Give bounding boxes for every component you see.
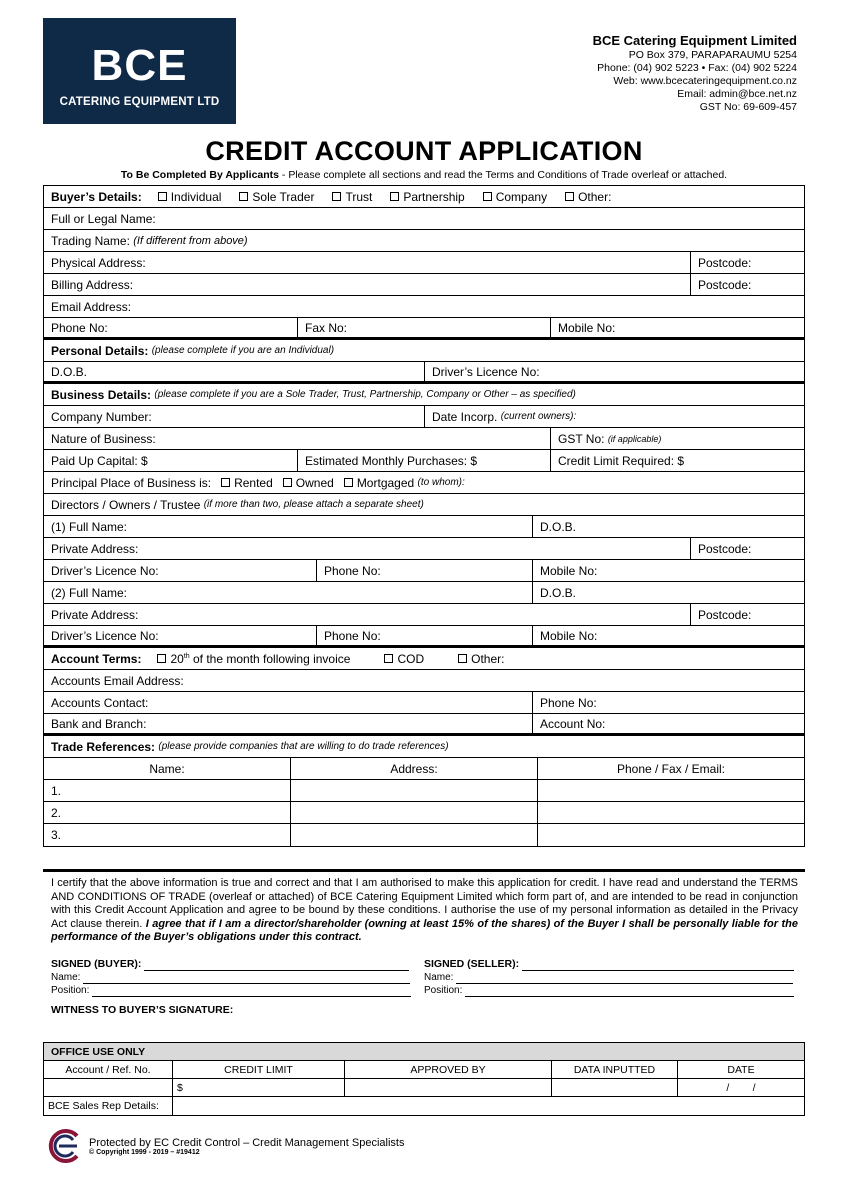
sole-trader-label: Sole Trader [252, 189, 315, 204]
accounts-email-row[interactable] [44, 670, 804, 692]
logo-subtext: CATERING EQUIPMENT LTD [59, 96, 220, 108]
buyer-type-cell [44, 186, 804, 207]
terms-other-checkbox[interactable] [458, 654, 467, 663]
trade-ref-1-address[interactable] [291, 780, 538, 801]
gst-field[interactable] [551, 428, 804, 449]
director2-address-field[interactable]: Private Address: [44, 604, 691, 625]
rented-label: Rented [234, 475, 273, 490]
office-col-inputted: DATA INPUTTED [552, 1061, 678, 1078]
director1-mobile-field[interactable]: Mobile No: [540, 563, 598, 578]
physical-postcode-field[interactable]: Postcode: [698, 255, 752, 270]
buyer-name-line[interactable] [83, 974, 410, 984]
personal-dob-field[interactable]: D.O.B. [44, 362, 425, 381]
director1-licence-field[interactable]: Driver’s Licence No: [44, 560, 317, 581]
date-incorp-label: Date Incorp. [432, 409, 498, 424]
office-credit-cell[interactable]: $ [173, 1079, 345, 1096]
billing-address-row [44, 274, 804, 296]
trust-checkbox[interactable] [332, 192, 341, 201]
directors-header-cell [44, 494, 804, 515]
billing-postcode-field[interactable]: Postcode: [698, 277, 752, 292]
director1-dob-field[interactable]: D.O.B. [540, 519, 577, 534]
trade-ref-3-address[interactable] [291, 824, 538, 846]
email-row[interactable] [44, 296, 804, 318]
trade-col-contact: Phone / Fax / Email: [616, 761, 726, 776]
trade-ref-3-contact[interactable] [538, 824, 804, 846]
director2-phone-field[interactable]: Phone No: [317, 626, 533, 645]
accounts-email-field[interactable]: Accounts Email Address: [51, 673, 184, 688]
account-terms-cell [44, 648, 804, 669]
trade-col-name: Name: [44, 758, 291, 779]
footer-line-1: Protected by EC Credit Control – Credit Management Specialists [89, 1136, 405, 1149]
to-whom-note: (to whom): [417, 477, 465, 488]
date-incorp-field[interactable] [425, 406, 804, 427]
date-incorp-note: (current owners): [500, 411, 577, 422]
nature-row [44, 428, 804, 450]
certification-bold: I agree that if I am a director/shareholder (owning at least 15% of the shares) of the Buyer I shall be personally liable for the performance of the Buyer’s obligations under this contract. [51, 917, 798, 943]
office-col-credit: CREDIT LIMIT [173, 1061, 345, 1078]
director1-name-field[interactable]: (1) Full Name: [44, 516, 533, 537]
terms-other-label: Other: [471, 651, 505, 666]
other-checkbox[interactable] [565, 192, 574, 201]
gst-label: GST No: [558, 431, 605, 446]
office-col-account: Account / Ref. No. [44, 1061, 173, 1078]
monthly-purchases-field[interactable]: Estimated Monthly Purchases: $ [298, 450, 551, 471]
credit-limit-field[interactable]: Credit Limit Required: $ [558, 453, 685, 468]
office-date-cell[interactable]: / / [726, 1081, 756, 1094]
account-terms-label: Account Terms: [51, 651, 142, 666]
personal-details-header [44, 340, 804, 362]
twentieth-checkbox[interactable] [157, 654, 166, 663]
trading-name-row[interactable] [44, 230, 804, 252]
application-form [43, 185, 805, 847]
personal-details-cell [44, 340, 804, 361]
director2-name-row [44, 582, 804, 604]
footer [47, 1128, 404, 1164]
mobile-field[interactable]: Mobile No: [558, 320, 616, 335]
buyer-position-label: Position: [51, 985, 90, 996]
office-approved-cell[interactable] [345, 1079, 552, 1096]
company-name: BCE Catering Equipment Limited [592, 33, 797, 48]
office-use-table [43, 1042, 805, 1116]
directors-label: Directors / Owners / Trustee [51, 497, 201, 512]
contact-numbers-row [44, 318, 804, 340]
director2-licence-field[interactable]: Driver’s Licence No: [44, 626, 317, 645]
logo-text: BCE [91, 41, 188, 90]
trade-ref-3-name[interactable]: 3. [44, 824, 291, 846]
accounts-phone-field[interactable]: Phone No: [540, 695, 597, 710]
company-number-field[interactable]: Company Number: [44, 406, 425, 427]
director1-address-row [44, 538, 804, 560]
director2-licence-row [44, 626, 804, 648]
seller-name-label: Name: [424, 972, 454, 983]
signed-seller-label: SIGNED (SELLER): [424, 958, 520, 970]
business-details-header [44, 384, 804, 406]
rented-checkbox[interactable] [221, 478, 230, 487]
signed-buyer-label: SIGNED (BUYER): [51, 958, 142, 970]
twentieth-label [170, 652, 350, 666]
directors-header-row [44, 494, 804, 516]
physical-address-field[interactable]: Physical Address: [44, 252, 691, 273]
ec-credit-control-logo-icon [47, 1128, 83, 1164]
footer-line-2: © Copyright 1999 - 2019 – #19412 [89, 1148, 200, 1156]
seller-position-label: Position: [424, 985, 463, 996]
director2-name-field[interactable]: (2) Full Name: [44, 582, 533, 603]
capital-field[interactable]: Paid Up Capital: $ [44, 450, 298, 471]
cod-label: COD [397, 651, 425, 666]
principal-place-row [44, 472, 804, 494]
owned-label: Owned [295, 475, 334, 490]
company-web: Web: www.bcecateringequipment.co.nz [613, 75, 797, 87]
certification-body: I certify that the above information is true and correct and that I am authorised to make this application for credit. I have read and understand the TERMS AND CONDITIONS OF TRADE (overleaf or attached) of BCE Catering Equipment Limited which form part of, and are intended to be read in conjunction with this Credit Account Application and agree to be bound by these conditions. I authorise the use of my personal information as detailed in the Privacy Act clause therein. [51, 877, 798, 930]
business-details-cell [44, 384, 804, 405]
bank-row [44, 714, 804, 736]
office-inputted-cell[interactable] [552, 1079, 678, 1096]
table-row [44, 824, 804, 846]
trade-col-address: Address: [291, 758, 538, 779]
table-row [44, 780, 804, 802]
office-sales-rep-label: BCE Sales Rep Details: [44, 1097, 173, 1115]
account-no-field[interactable]: Account No: [540, 716, 606, 731]
company-details [593, 33, 797, 114]
trading-name-label: Trading Name: [51, 233, 130, 248]
trade-references-note: (please provide companies that are willing to do trade references) [158, 741, 449, 752]
account-terms-row [44, 648, 804, 670]
mortgaged-label: Mortgaged [356, 475, 415, 490]
director1-name-row [44, 516, 804, 538]
director2-mobile-field[interactable]: Mobile No: [540, 628, 598, 643]
gst-note: (if applicable) [607, 433, 662, 444]
business-details-label: Business Details: [51, 387, 152, 402]
form-bottom-rule [43, 869, 805, 872]
bank-branch-field[interactable]: Bank and Branch: [44, 714, 533, 733]
director1-phone-field[interactable]: Phone No: [317, 560, 533, 581]
company-gst: GST No: 69-609-457 [699, 101, 797, 113]
email-field[interactable]: Email Address: [51, 299, 132, 314]
seller-name-line[interactable] [456, 974, 793, 984]
twentieth-text: of the month following invoice [189, 651, 351, 666]
trade-table-header [44, 758, 804, 780]
trade-references-cell [44, 736, 804, 757]
director2-dob-field[interactable]: D.O.B. [540, 585, 577, 600]
director2-address-row [44, 604, 804, 626]
office-use-title-row [44, 1043, 804, 1061]
buyer-position-line[interactable] [92, 987, 411, 997]
office-sales-rep-cell[interactable] [173, 1097, 804, 1115]
trade-references-label: Trade References: [51, 739, 156, 754]
signed-buyer-line[interactable] [144, 961, 409, 971]
full-name-field[interactable]: Full or Legal Name: [51, 211, 156, 226]
principal-place-cell [44, 472, 804, 493]
billing-address-field[interactable]: Billing Address: [44, 274, 691, 295]
trade-ref-1-contact[interactable] [538, 780, 804, 801]
twentieth-sup: th [183, 652, 190, 660]
office-use-title: OFFICE USE ONLY [51, 1045, 146, 1058]
bce-logo [43, 18, 236, 124]
page-title: CREDIT ACCOUNT APPLICATION [205, 136, 643, 166]
capital-row [44, 450, 804, 472]
physical-address-row [44, 252, 804, 274]
full-name-row[interactable] [44, 208, 804, 230]
company-address: PO Box 379, PARAPARAUMU 5254 [628, 49, 797, 61]
trade-ref-2-contact[interactable] [538, 802, 804, 823]
company-email: Email: admin@bce.net.nz [677, 88, 797, 100]
footer-text [89, 1137, 404, 1156]
sole-trader-checkbox[interactable] [239, 192, 248, 201]
accounts-contact-row [44, 692, 804, 714]
director1-postcode-field[interactable]: Postcode: [698, 541, 752, 556]
table-row [44, 802, 804, 824]
nature-field[interactable]: Nature of Business: [44, 428, 551, 449]
business-details-note: (please complete if you are a Sole Trader, Trust, Partnership, Company or Other – as specified) [154, 389, 576, 400]
trade-ref-1-name[interactable]: 1. [44, 780, 291, 801]
directors-note: (if more than two, please attach a separate sheet) [203, 499, 424, 510]
personal-details-label: Personal Details: [51, 343, 149, 358]
witness-label: WITNESS TO BUYER’S SIGNATURE: [51, 1004, 234, 1016]
partnership-label: Partnership [403, 189, 465, 204]
page-subtitle [0, 169, 848, 181]
trade-ref-2-name[interactable]: 2. [44, 802, 291, 823]
office-use-header-row [44, 1061, 804, 1079]
personal-dob-row [44, 362, 804, 384]
individual-label: Individual [170, 189, 222, 204]
company-phone: Phone: (04) 902 5223 • Fax: (04) 902 5224 [597, 62, 797, 74]
partnership-checkbox[interactable] [390, 192, 399, 201]
office-use-data-row [44, 1079, 804, 1097]
buyer-details-label: Buyer’s Details: [51, 189, 142, 204]
accounts-contact-field[interactable]: Accounts Contact: [44, 692, 533, 713]
office-sales-rep-row [44, 1097, 804, 1115]
buyer-type-row [44, 186, 804, 208]
principal-place-label: Principal Place of Business is: [51, 475, 212, 490]
subtitle-bold: To Be Completed By Applicants [120, 169, 280, 181]
personal-details-note: (please complete if you are an Individual) [151, 345, 335, 356]
director2-postcode-field[interactable]: Postcode: [698, 607, 752, 622]
signed-seller-line[interactable] [522, 961, 794, 971]
phone-field[interactable]: Phone No: [44, 318, 298, 337]
individual-checkbox[interactable] [158, 192, 167, 201]
office-col-approved: APPROVED BY [345, 1061, 552, 1078]
director1-address-field[interactable]: Private Address: [44, 538, 691, 559]
trade-references-header [44, 736, 804, 758]
trading-name-note: (If different from above) [133, 234, 248, 247]
seller-position-line[interactable] [465, 987, 794, 997]
trading-name-field[interactable] [44, 230, 804, 251]
personal-licence-field[interactable]: Driver’s Licence No: [432, 364, 540, 379]
buyer-signature-block [51, 958, 411, 997]
fax-field[interactable]: Fax No: [298, 318, 551, 337]
buyer-name-label: Name: [51, 972, 81, 983]
cod-checkbox[interactable] [384, 654, 393, 663]
mortgaged-checkbox[interactable] [344, 478, 353, 487]
twentieth-num: 20 [170, 651, 184, 666]
company-checkbox[interactable] [483, 192, 492, 201]
trade-ref-2-address[interactable] [291, 802, 538, 823]
director1-licence-row [44, 560, 804, 582]
other-label: Other: [578, 189, 612, 204]
company-number-row [44, 406, 804, 428]
seller-signature-block [424, 958, 794, 997]
certification-text [51, 877, 798, 945]
office-col-date: DATE [727, 1063, 755, 1076]
company-label: Company [495, 189, 548, 204]
owned-checkbox[interactable] [283, 478, 292, 487]
subtitle-rest: - Please complete all sections and read the Terms and Conditions of Trade overleaf or attached. [279, 169, 728, 181]
office-account-cell[interactable] [44, 1079, 173, 1096]
trust-label: Trust [345, 189, 373, 204]
